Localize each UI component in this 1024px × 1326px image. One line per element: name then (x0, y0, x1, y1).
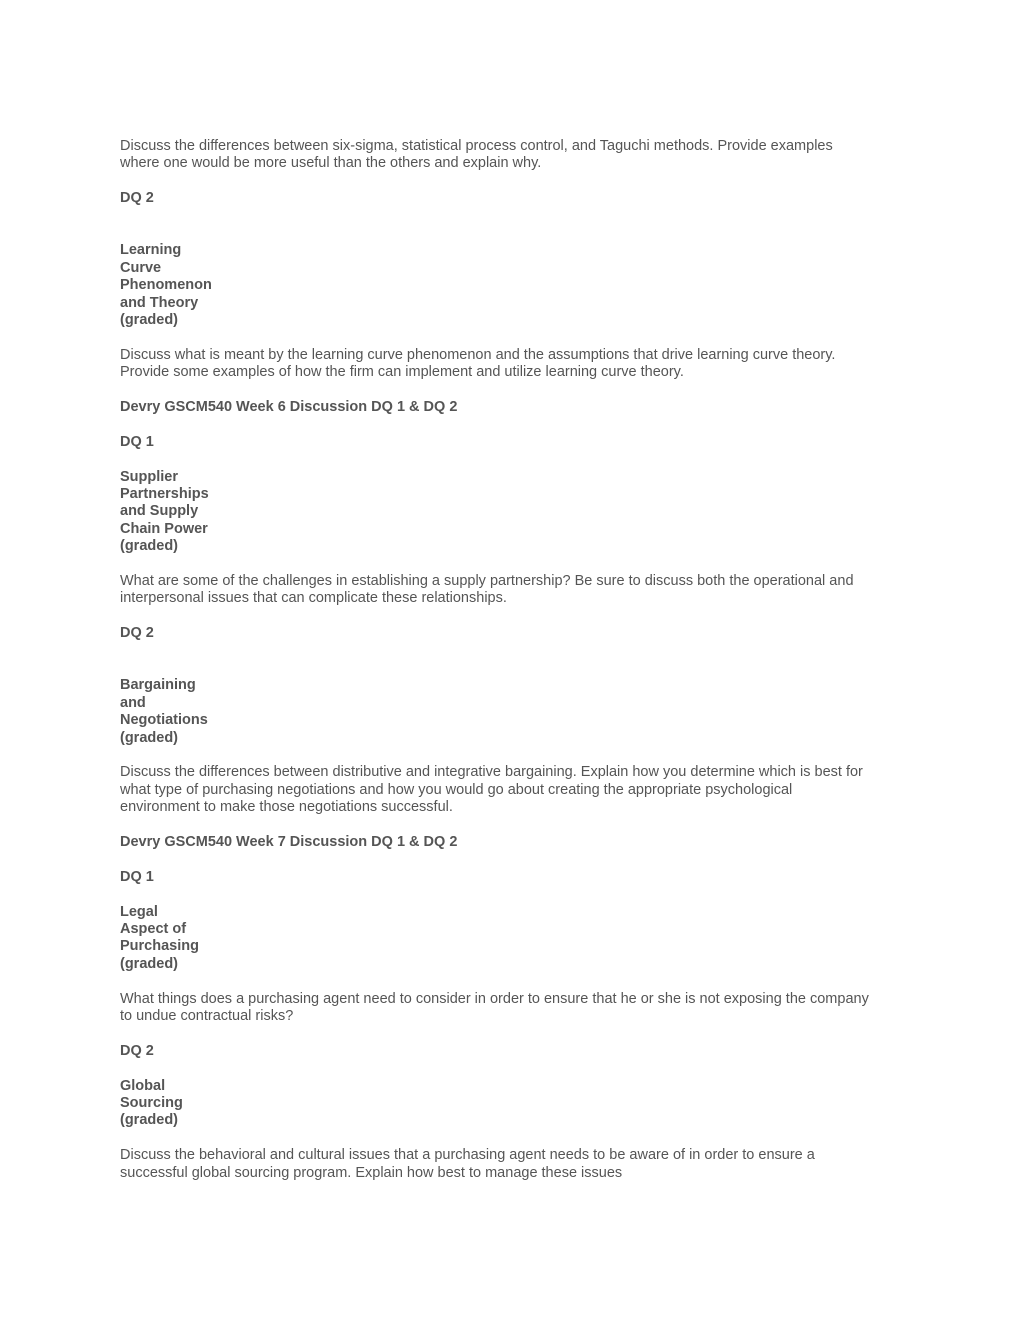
heading-dq1: DQ 1 (120, 433, 154, 450)
title-line: Curve (120, 259, 162, 276)
document-page (120, 138, 910, 1199)
text-line: Discuss the differences between distributive and integrative bargaining. Explain how you determine which is best for (120, 764, 863, 781)
title-line: Bargaining (120, 677, 196, 694)
text-line: successful global sourcing program. Explain how best to manage these issues (120, 1164, 623, 1181)
paragraph-six-sigma (120, 138, 910, 173)
title-line: and (120, 694, 146, 711)
title-line: and Theory (120, 294, 199, 311)
title-line: Partnerships (120, 486, 209, 503)
title-line: Supplier (120, 468, 179, 485)
title-line: Aspect of (120, 921, 187, 938)
title-line: (graded) (120, 312, 178, 329)
topic-title-bargaining (120, 677, 910, 747)
title-line: Sourcing (120, 1095, 183, 1112)
text-line: What things does a purchasing agent need to consider in order to ensure that he or she is not exposing the company (120, 990, 869, 1007)
text-line: What are some of the challenges in establishing a supply partnership? Be sure to discuss both the operational and (120, 573, 854, 590)
title-line: Global (120, 1077, 166, 1094)
paragraph-supply-partnership (120, 573, 910, 608)
text-line: what type of purchasing negotiations and how you would go about creating the appropriate psychological (120, 781, 793, 798)
title-line: Purchasing (120, 938, 199, 955)
heading-week7: Devry GSCM540 Week 7 Discussion DQ 1 & DQ 2 (120, 834, 458, 851)
title-line: (graded) (120, 538, 178, 555)
paragraph-bargaining (120, 764, 910, 816)
heading-dq2: DQ 2 (120, 190, 154, 207)
heading-dq2: DQ 2 (120, 1042, 154, 1059)
blank-line (120, 660, 910, 677)
topic-title-legal-aspect (120, 904, 910, 974)
title-line: Legal (120, 903, 158, 920)
topic-title-global-sourcing (120, 1078, 910, 1130)
paragraph-learning-curve (120, 347, 910, 382)
heading-dq1: DQ 1 (120, 868, 154, 885)
topic-title-supplier-partnerships (120, 469, 910, 556)
title-line: (graded) (120, 1112, 178, 1129)
title-line: and Supply (120, 503, 199, 520)
text-line: Discuss the behavioral and cultural issues that a purchasing agent needs to be aware of in order to ensure a (120, 1147, 815, 1164)
title-line: Phenomenon (120, 277, 212, 294)
blank-line (120, 225, 910, 242)
title-line: Chain Power (120, 520, 208, 537)
paragraph-global-sourcing (120, 1147, 910, 1182)
text-line: where one would be more useful than the others and explain why. (120, 155, 542, 172)
title-line: Learning (120, 242, 182, 259)
text-line: interpersonal issues that can complicate these relationships. (120, 590, 507, 607)
heading-week6: Devry GSCM540 Week 6 Discussion DQ 1 & DQ 2 (120, 399, 458, 416)
paragraph-legal-aspect (120, 991, 910, 1026)
topic-title-learning-curve (120, 242, 910, 329)
text-line: to undue contractual risks? (120, 1008, 294, 1025)
title-line: (graded) (120, 955, 178, 972)
text-line: Provide some examples of how the firm can implement and utilize learning curve theory. (120, 364, 684, 381)
text-line: Discuss what is meant by the learning curve phenomenon and the assumptions that drive learning curve theory. (120, 346, 836, 363)
text-line: environment to make those negotiations successful. (120, 799, 453, 816)
title-line: Negotiations (120, 712, 208, 729)
heading-dq2: DQ 2 (120, 625, 154, 642)
title-line: (graded) (120, 729, 178, 746)
text-line: Discuss the differences between six-sigma, statistical process control, and Taguchi methods. Provide examples (120, 138, 833, 154)
